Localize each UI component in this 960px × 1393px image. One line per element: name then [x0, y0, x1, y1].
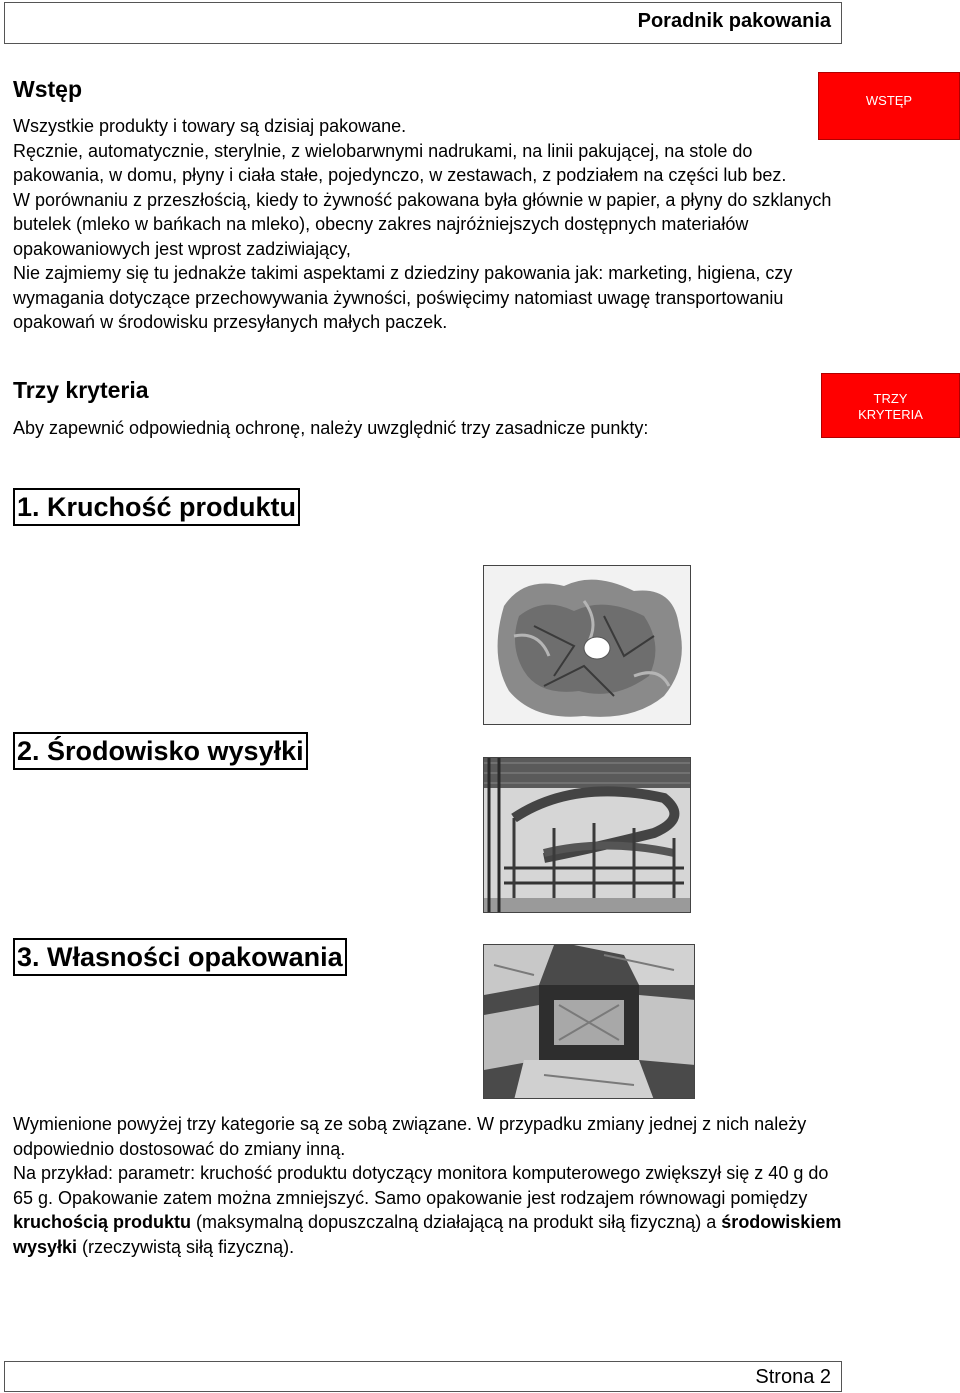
closing-paragraph-2	[13, 1161, 843, 1259]
side-tab-criteria-line1: TRZY	[873, 391, 908, 406]
criteria-intro-text: Aby zapewnić odpowiednią ochronę, należy uwzględnić trzy zasadnicze punkty:	[13, 418, 649, 438]
closing-paragraph-1: Wymienione powyżej trzy kategorie są ze sobą związane. W przypadku zmiany jednej z nich należy odpowiednio dostosować do zmiany inną.	[13, 1114, 807, 1159]
criterion-1-heading: 1. Kruchość produktu	[13, 488, 300, 526]
criterion-3-heading: 3. Własności opakowania	[13, 938, 347, 976]
intro-p1-rest: Ręcznie, automatycznie, sterylnie, z wielobarwnymi nadrukami, na linii pakującej, na stole do pakowania, w domu, płyny i ciała stałe, pojedynczo, w zestawach, z podziałem na części lub bez.	[13, 140, 787, 185]
photo-fragile-egg-in-paper	[483, 565, 691, 725]
closing-p2-c: (rzeczywistą siłą fizyczną).	[77, 1236, 295, 1257]
footer-box	[4, 1361, 842, 1392]
intro-p1-line1: Wszystkie produkty i towary są dzisiaj pakowane.	[13, 116, 407, 136]
intro-section	[13, 76, 843, 335]
photo-package-properties	[483, 944, 695, 1099]
intro-heading: Wstęp	[13, 76, 82, 102]
intro-paragraph-3: Nie zajmiemy się tu jednakże takimi aspektami z dziedziny pakowania jak: marketing, higiena, czy wymagania dotyczące przechowywania żywności, poświęcimy natomiast uwagę transportowaniu opakowań w środowisku przesyłanych małych paczek.	[13, 263, 793, 332]
side-tab-criteria-line2: KRYTERIA	[858, 407, 923, 422]
header-title: Poradnik pakowania	[637, 10, 831, 32]
closing-p2-bold-fragility: kruchością produktu	[13, 1212, 192, 1232]
closing-p2-bold-environment: środowiskiem wysyłki	[13, 1212, 842, 1257]
cardboard-box-illustration	[484, 945, 695, 1099]
criteria-section	[13, 377, 843, 441]
page-number: Strona 2	[755, 1366, 831, 1388]
closing-section	[13, 1112, 843, 1259]
intro-paragraph-1	[13, 114, 843, 188]
side-tab-intro-label: WSTĘP	[865, 93, 913, 108]
conveyor-illustration	[484, 758, 691, 913]
photo-shipping-conveyor	[483, 757, 691, 913]
intro-paragraph-2: W porównaniu z przeszłością, kiedy to żywność pakowana była głównie w papier, a płyny do szklanych butelek (mleko w bańkach na mleko), obecny zakres najróżniejszych dostępnych materiałów opakowaniowych jest wprost zadziwiający,	[13, 189, 832, 259]
criteria-heading: Trzy kryteria	[13, 377, 149, 403]
header-box	[4, 2, 842, 44]
criterion-2-heading: 2. Środowisko wysyłki	[13, 732, 308, 770]
closing-p2-b: (maksymalną dopuszczalną działającą na produkt siłą fizyczną) a	[191, 1212, 722, 1232]
egg-paper-illustration	[484, 566, 691, 725]
closing-p2-a: Na przykład: parametr: kruchość produktu dotyczący monitora komputerowego zwiększył się z 40 g do 65 g. Opakowanie zatem można zmniejszyć. Samo opakowanie jest rodzajem równowagi pomiędzy	[13, 1163, 829, 1208]
